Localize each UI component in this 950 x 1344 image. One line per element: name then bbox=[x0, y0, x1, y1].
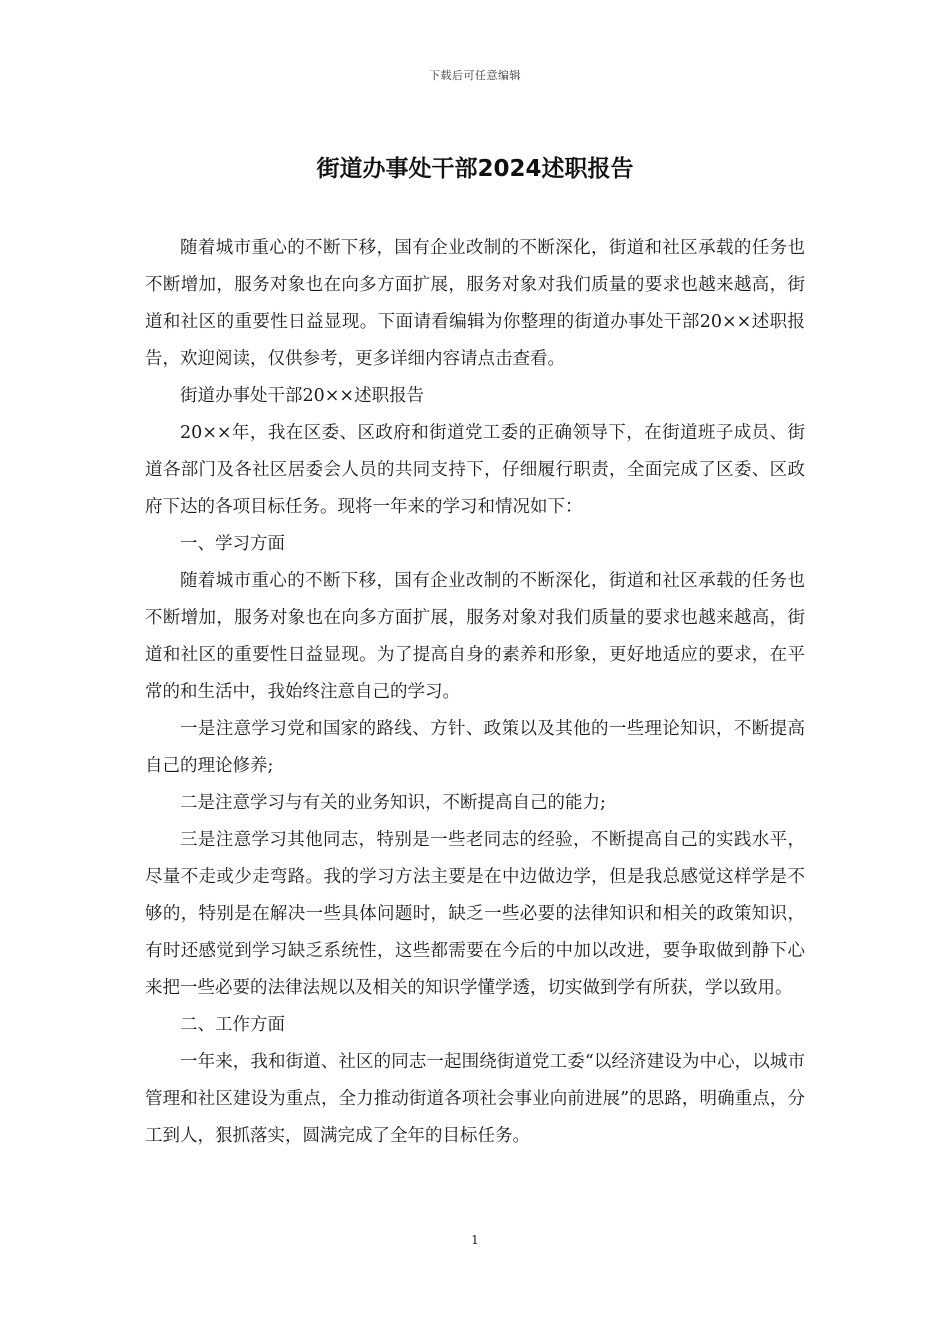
paragraph-intro: 随着城市重心的不断下移，国有企业改制的不断深化，街道和社区承载的任务也不断增加，服务对象也在向多方面扩展，服务对象对我们质量的要求也越来越高，街道和社区的重要性日益显现。下面请看编辑为你整理的街道办事处干部20××述职报告，欢迎阅读，仅供参考，更多详细内容请点击查看。 bbox=[145, 238, 805, 369]
paragraph-study-intro: 随着城市重心的不断下移，国有企业改制的不断深化，街道和社区承载的任务也不断增加，服务对象也在向多方面扩展，服务对象对我们质量的要求也越来越高，街道和社区的重要性日益显现。为了提高自身的素养和形象，更好地适应的要求，在平常的和生活中，我始终注意自己的学习。 bbox=[145, 571, 805, 702]
paragraph-overview: 20××年，我在区委、区政府和街道党工委的正确领导下，在街道班子成员、街道各部门及各社区居委会人员的共同支持下，仔细履行职责，全面完成了区委、区政府下达的各项目标任务。现将一年来的学习和情况如下： bbox=[145, 423, 805, 517]
paragraph-work-intro: 一年来，我和街道、社区的同志一起围绕街道党工委“以经济建设为中心，以城市管理和社区建设为重点，全力推动街道各项社会事业向前进展”的思路，明确重点，分工到人，狠抓落实，圆满完成了全年的目标任务。 bbox=[145, 1052, 805, 1146]
paragraph-study-point-1: 一是注意学习党和国家的路线、方针、政策以及其他的一些理论知识，不断提高自己的理论修养; bbox=[145, 719, 805, 776]
paragraph-subtitle: 街道办事处干部20××述职报告 bbox=[180, 386, 425, 406]
section-heading-study: 一、学习方面 bbox=[180, 534, 285, 554]
page-number: 1 bbox=[471, 1233, 479, 1247]
document-body bbox=[145, 230, 805, 1155]
section-heading-work: 二、工作方面 bbox=[180, 1015, 285, 1035]
header-note: 下载后可任意编辑 bbox=[429, 69, 521, 82]
paragraph-study-point-2: 二是注意学习与有关的业务知识，不断提高自己的能力; bbox=[180, 793, 606, 813]
paragraph-study-point-3: 三是注意学习其他同志，特别是一些老同志的经验，不断提高自己的实践水平，尽量不走或少走弯路。我的学习方法主要是在中边做边学，但是我总感觉这样学是不够的，特别是在解决一些具体问题时，缺乏一些必要的法律知识和相关的政策知识，有时还感觉到学习缺乏系统性，这些都需要在今后的中加以改进，要争取做到静下心来把一些必要的法律法规以及相关的知识学懂学透，切实做到学有所获，学以致用。 bbox=[145, 830, 805, 998]
document-title: 街道办事处干部2024述职报告 bbox=[316, 156, 634, 182]
